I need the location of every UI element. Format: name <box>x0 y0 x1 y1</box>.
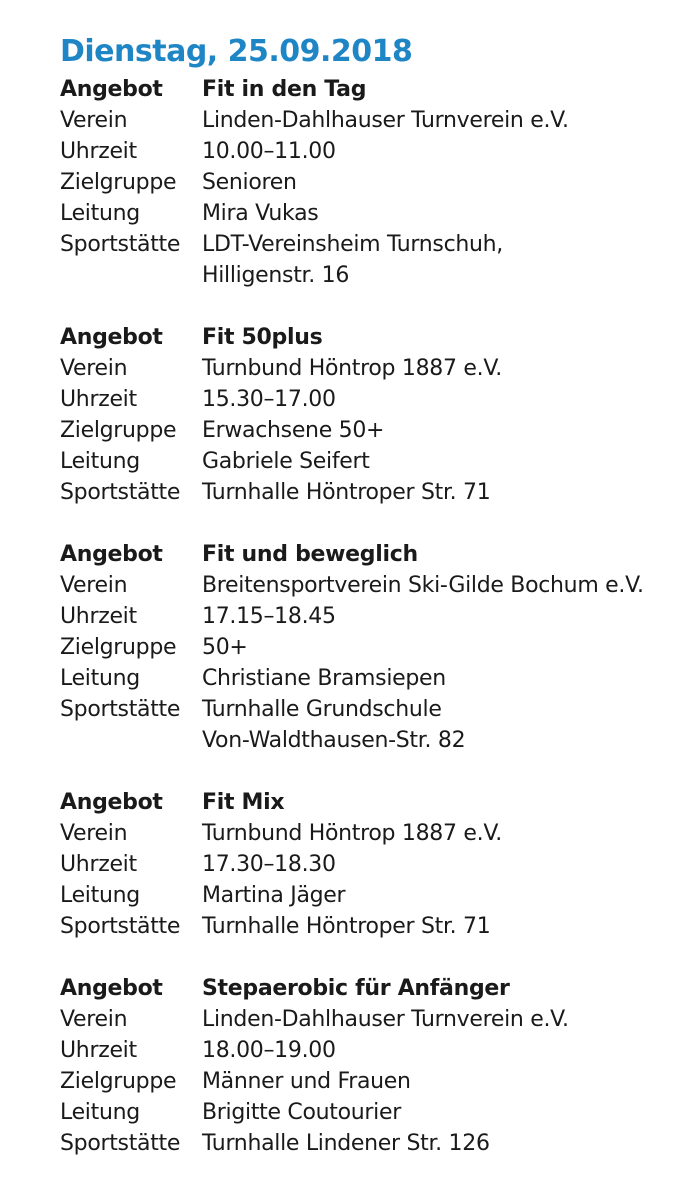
sportstaette-value <box>202 477 690 508</box>
angebot-label: Angebot <box>60 976 163 1001</box>
sportstaette-row <box>60 911 690 942</box>
sportstaette-label: Sportstätte <box>60 232 181 257</box>
leitung-value: Christiane Bramsiepen <box>202 666 446 691</box>
sportstaette-value <box>202 229 690 291</box>
sportstaette-value-line: Turnhalle Höntroper Str. 71 <box>202 914 491 939</box>
sportstaette-value-line: Turnhalle Lindener Str. 126 <box>202 1131 490 1156</box>
course-entry <box>60 74 690 291</box>
course-entry <box>60 787 690 942</box>
verein-value: Turnbund Höntrop 1887 e.V. <box>202 821 502 846</box>
angebot-row <box>60 787 690 818</box>
sportstaette-row <box>60 477 690 508</box>
uhrzeit-value: 17.15–18.45 <box>202 604 336 629</box>
angebot-value: Stepaerobic für Anfänger <box>202 976 510 1001</box>
zielgruppe-label: Zielgruppe <box>60 635 177 660</box>
verein-row <box>60 570 690 601</box>
zielgruppe-value: Erwachsene 50+ <box>202 418 385 443</box>
uhrzeit-label: Uhrzeit <box>60 1038 137 1063</box>
angebot-label: Angebot <box>60 790 163 815</box>
verein-label: Verein <box>60 573 128 598</box>
zielgruppe-row <box>60 1066 690 1097</box>
sportstaette-label: Sportstätte <box>60 480 181 505</box>
leitung-label: Leitung <box>60 1100 140 1125</box>
zielgruppe-label: Zielgruppe <box>60 418 177 443</box>
angebot-row <box>60 539 690 570</box>
angebot-row <box>60 74 690 105</box>
uhrzeit-label: Uhrzeit <box>60 604 137 629</box>
angebot-value: Fit Mix <box>202 790 285 815</box>
angebot-label: Angebot <box>60 542 163 567</box>
leitung-label: Leitung <box>60 449 140 474</box>
schedule-page <box>60 30 690 1190</box>
uhrzeit-value: 15.30–17.00 <box>202 387 336 412</box>
leitung-row <box>60 880 690 911</box>
zielgruppe-row <box>60 415 690 446</box>
course-list <box>60 74 690 1159</box>
angebot-value: Fit und beweglich <box>202 542 418 567</box>
uhrzeit-value: 10.00–11.00 <box>202 139 336 164</box>
leitung-row <box>60 446 690 477</box>
zielgruppe-value: 50+ <box>202 635 248 660</box>
zielgruppe-value: Senioren <box>202 170 297 195</box>
leitung-value: Brigitte Coutourier <box>202 1100 401 1125</box>
uhrzeit-label: Uhrzeit <box>60 852 137 877</box>
course-entry <box>60 539 690 756</box>
angebot-label: Angebot <box>60 325 163 350</box>
uhrzeit-value: 18.00–19.00 <box>202 1038 336 1063</box>
verein-row <box>60 353 690 384</box>
sportstaette-label: Sportstätte <box>60 1131 181 1156</box>
uhrzeit-label: Uhrzeit <box>60 139 137 164</box>
zielgruppe-label: Zielgruppe <box>60 1069 177 1094</box>
sportstaette-row <box>60 694 690 756</box>
sportstaette-label: Sportstätte <box>60 914 181 939</box>
verein-row <box>60 1004 690 1035</box>
leitung-label: Leitung <box>60 201 140 226</box>
sportstaette-label: Sportstätte <box>60 697 181 722</box>
zielgruppe-label: Zielgruppe <box>60 170 177 195</box>
leitung-row <box>60 198 690 229</box>
leitung-label: Leitung <box>60 666 140 691</box>
verein-value: Linden-Dahlhauser Turnverein e.V. <box>202 108 569 133</box>
uhrzeit-row <box>60 384 690 415</box>
verein-label: Verein <box>60 108 128 133</box>
leitung-label: Leitung <box>60 883 140 908</box>
uhrzeit-row <box>60 601 690 632</box>
verein-value: Turnbund Höntrop 1887 e.V. <box>202 356 502 381</box>
leitung-row <box>60 1097 690 1128</box>
sportstaette-value <box>202 694 690 756</box>
sportstaette-value-line: LDT-Vereinsheim Turnschuh, <box>202 232 503 257</box>
angebot-row <box>60 322 690 353</box>
zielgruppe-value: Männer und Frauen <box>202 1069 411 1094</box>
zielgruppe-row <box>60 167 690 198</box>
sportstaette-value-line: Turnhalle Grundschule <box>202 697 442 722</box>
sportstaette-value <box>202 911 690 942</box>
uhrzeit-label: Uhrzeit <box>60 387 137 412</box>
verein-label: Verein <box>60 1007 128 1032</box>
verein-row <box>60 105 690 136</box>
leitung-value: Martina Jäger <box>202 883 346 908</box>
uhrzeit-row <box>60 136 690 167</box>
verein-label: Verein <box>60 821 128 846</box>
sportstaette-value-line: Hilligenstr. 16 <box>202 263 350 288</box>
verein-row <box>60 818 690 849</box>
angebot-value: Fit 50plus <box>202 325 323 350</box>
zielgruppe-row <box>60 632 690 663</box>
date-heading: Dienstag, 25.09.2018 <box>60 34 413 69</box>
angebot-row <box>60 973 690 1004</box>
course-entry <box>60 973 690 1159</box>
uhrzeit-row <box>60 1035 690 1066</box>
sportstaette-row <box>60 229 690 291</box>
angebot-value: Fit in den Tag <box>202 77 367 102</box>
uhrzeit-value: 17.30–18.30 <box>202 852 336 877</box>
uhrzeit-row <box>60 849 690 880</box>
sportstaette-value-line: Turnhalle Höntroper Str. 71 <box>202 480 491 505</box>
sportstaette-row <box>60 1128 690 1159</box>
course-entry <box>60 322 690 508</box>
leitung-value: Mira Vukas <box>202 201 319 226</box>
leitung-row <box>60 663 690 694</box>
verein-value: Linden-Dahlhauser Turnverein e.V. <box>202 1007 569 1032</box>
angebot-label: Angebot <box>60 77 163 102</box>
sportstaette-value <box>202 1128 690 1159</box>
verein-value: Breitensportverein Ski-Gilde Bochum e.V. <box>202 573 644 598</box>
sportstaette-value-line: Von-Waldthausen-Str. 82 <box>202 728 466 753</box>
leitung-value: Gabriele Seifert <box>202 449 370 474</box>
verein-label: Verein <box>60 356 128 381</box>
